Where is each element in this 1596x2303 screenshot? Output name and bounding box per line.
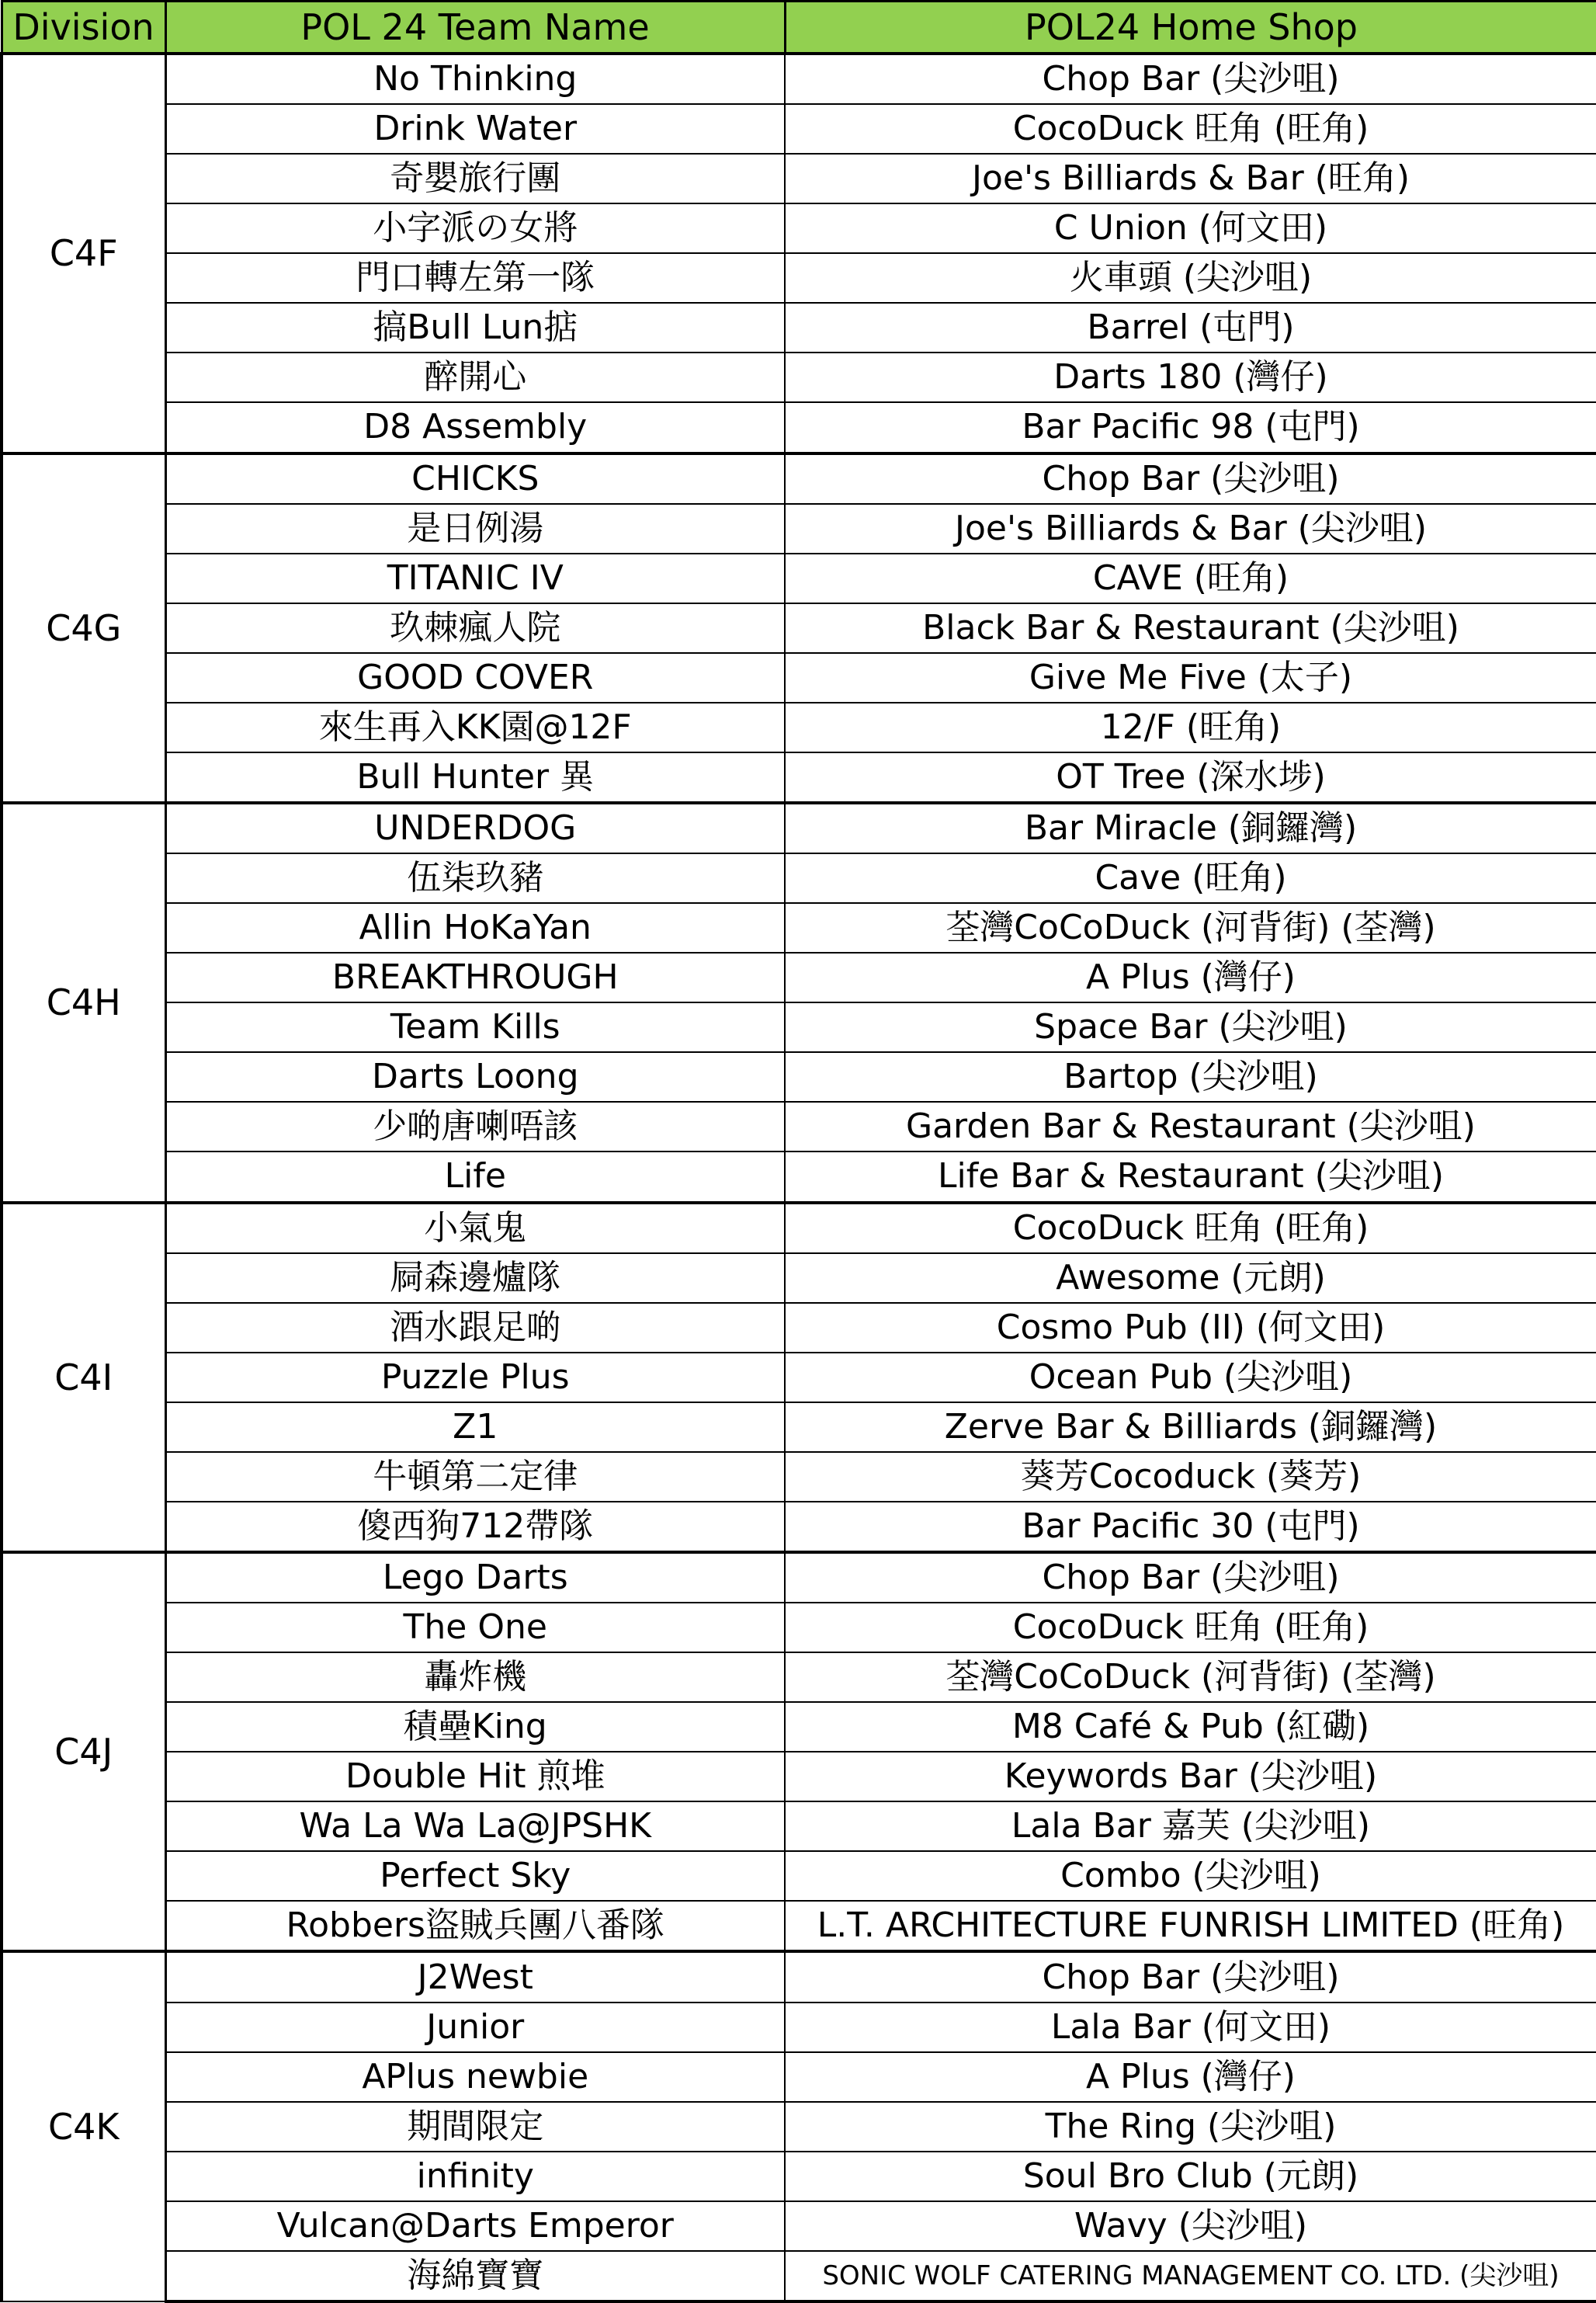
team-name-cell: 奇嬰旅行團 [165, 154, 785, 203]
table-row [2, 1702, 1596, 1752]
table-row [2, 603, 1596, 653]
home-shop-cell: Joe's Billiards & Bar (尖沙咀) [785, 504, 1596, 554]
home-shop-cell: 荃灣CoCoDuck (河背街) (荃灣) [785, 903, 1596, 953]
table-row [2, 953, 1596, 1002]
table-row [2, 1303, 1596, 1353]
team-name-cell: Bull Hunter 異 [165, 752, 785, 803]
home-shop-cell: Barrel (屯門) [785, 303, 1596, 353]
home-shop-cell: Wavy (尖沙咀) [785, 2201, 1596, 2251]
division-label: C4F [2, 54, 165, 453]
table-row [2, 353, 1596, 402]
team-name-cell: 搞Bull Lun掂 [165, 303, 785, 353]
team-name-header: POL 24 Team Name [165, 2, 785, 54]
division-group-c4f [2, 54, 1596, 453]
table-row [2, 154, 1596, 203]
home-shop-cell: Chop Bar (尖沙咀) [785, 1951, 1596, 2002]
home-shop-cell: C Union (何文田) [785, 203, 1596, 253]
home-shop-cell: Chop Bar (尖沙咀) [785, 54, 1596, 104]
home-shop-cell: Joe's Billiards & Bar (旺角) [785, 154, 1596, 203]
team-name-cell: D8 Assembly [165, 402, 785, 453]
team-name-cell: 少啲唐喇唔該 [165, 1102, 785, 1152]
table-row [2, 1052, 1596, 1102]
team-name-cell: BREAKTHROUGH [165, 953, 785, 1002]
table-row [2, 703, 1596, 752]
home-shop-cell: The Ring (尖沙咀) [785, 2102, 1596, 2152]
table-row [2, 2251, 1596, 2301]
table-row [2, 554, 1596, 603]
team-name-cell: Robbers盜賊兵團八番隊 [165, 1901, 785, 1951]
home-shop-header: POL24 Home Shop [785, 2, 1596, 54]
home-shop-cell: Bar Miracle (銅鑼灣) [785, 803, 1596, 853]
table-row [2, 1502, 1596, 1552]
table-row [2, 1102, 1596, 1152]
home-shop-cell: A Plus (灣仔) [785, 2052, 1596, 2102]
table-row [2, 2052, 1596, 2102]
table-row [2, 1152, 1596, 1202]
table-row [2, 1851, 1596, 1901]
team-name-cell: infinity [165, 2152, 785, 2201]
home-shop-cell: Bartop (尖沙咀) [785, 1052, 1596, 1102]
table-row [2, 653, 1596, 703]
home-shop-cell: 火車頭 (尖沙咀) [785, 253, 1596, 303]
home-shop-cell: Cave (旺角) [785, 853, 1596, 903]
table-row [2, 1951, 1596, 2002]
home-shop-cell: CAVE (旺角) [785, 554, 1596, 603]
table-header [2, 2, 1596, 54]
home-shop-cell: CocoDuck 旺角 (旺角) [785, 1203, 1596, 1253]
team-name-cell: Life [165, 1152, 785, 1202]
home-shop-cell: Black Bar & Restaurant (尖沙咀) [785, 603, 1596, 653]
table-row [2, 752, 1596, 803]
home-shop-cell: 荃灣CoCoDuck (河背街) (荃灣) [785, 1652, 1596, 1702]
division-label: C4K [2, 1951, 165, 2301]
team-name-cell: 小氣鬼 [165, 1203, 785, 1253]
team-name-cell: 傻西狗712帶隊 [165, 1502, 785, 1552]
home-shop-cell: Ocean Pub (尖沙咀) [785, 1353, 1596, 1402]
team-name-cell: 酒水跟足啲 [165, 1303, 785, 1353]
home-shop-cell: A Plus (灣仔) [785, 953, 1596, 1002]
home-shop-cell: Bar Pacific 30 (屯門) [785, 1502, 1596, 1552]
table-row [2, 453, 1596, 504]
team-name-cell: 小字派の女將 [165, 203, 785, 253]
home-shop-cell: 葵芳Cocoduck (葵芳) [785, 1452, 1596, 1502]
team-name-cell: Drink Water [165, 104, 785, 154]
home-shop-cell: Lala Bar (何文田) [785, 2003, 1596, 2052]
home-shop-cell: Awesome (元朗) [785, 1253, 1596, 1303]
table-row [2, 1253, 1596, 1303]
team-name-cell: 積壘King [165, 1702, 785, 1752]
team-name-cell: Perfect Sky [165, 1851, 785, 1901]
table-row [2, 2201, 1596, 2251]
home-shop-cell: Soul Bro Club (元朗) [785, 2152, 1596, 2201]
team-name-cell: 門口轉左第一隊 [165, 253, 785, 303]
table-row [2, 1402, 1596, 1452]
team-name-cell: Darts Loong [165, 1052, 785, 1102]
home-shop-cell: Lala Bar 嘉芙 (尖沙咀) [785, 1801, 1596, 1851]
home-shop-cell: Give Me Five (太子) [785, 653, 1596, 703]
table-row [2, 1552, 1596, 1603]
team-name-cell: No Thinking [165, 54, 785, 104]
table-row [2, 1353, 1596, 1402]
home-shop-cell: Combo (尖沙咀) [785, 1851, 1596, 1901]
division-group-c4j [2, 1552, 1596, 1952]
team-name-cell: 伍柒玖豬 [165, 853, 785, 903]
team-name-cell: Z1 [165, 1402, 785, 1452]
team-name-cell: APlus newbie [165, 2052, 785, 2102]
team-name-cell: Lego Darts [165, 1552, 785, 1603]
table-row [2, 853, 1596, 903]
team-name-cell: Team Kills [165, 1002, 785, 1052]
table-row [2, 1801, 1596, 1851]
table-row [2, 54, 1596, 104]
division-group-c4h [2, 803, 1596, 1203]
division-group-c4g [2, 453, 1596, 803]
home-shop-cell: Cosmo Pub (II) (何文田) [785, 1303, 1596, 1353]
team-name-cell: 期間限定 [165, 2102, 785, 2152]
home-shop-cell: Life Bar & Restaurant (尖沙咀) [785, 1152, 1596, 1202]
header-row [2, 2, 1596, 54]
team-name-cell: CHICKS [165, 453, 785, 504]
table-row [2, 803, 1596, 853]
home-shop-cell: Darts 180 (灣仔) [785, 353, 1596, 402]
division-group-c4k [2, 1951, 1596, 2301]
table-row [2, 303, 1596, 353]
home-shop-cell: CocoDuck 旺角 (旺角) [785, 104, 1596, 154]
table-row [2, 253, 1596, 303]
home-shop-cell: Garden Bar & Restaurant (尖沙咀) [785, 1102, 1596, 1152]
division-label: C4J [2, 1552, 165, 1952]
home-shop-cell: Bar Pacific 98 (屯門) [785, 402, 1596, 453]
table-row [2, 1603, 1596, 1652]
team-name-cell: The One [165, 1603, 785, 1652]
home-shop-cell: Chop Bar (尖沙咀) [785, 453, 1596, 504]
home-shop-cell: 12/F (旺角) [785, 703, 1596, 752]
table-row [2, 1652, 1596, 1702]
team-name-cell: 醉開心 [165, 353, 785, 402]
team-name-cell: Vulcan@Darts Emperor [165, 2201, 785, 2251]
home-shop-cell: L.T. ARCHITECTURE FUNRISH LIMITED (旺角) [785, 1901, 1596, 1951]
team-name-cell: 屙森邊爐隊 [165, 1253, 785, 1303]
home-shop-cell: CocoDuck 旺角 (旺角) [785, 1603, 1596, 1652]
home-shop-cell: SONIC WOLF CATERING MANAGEMENT CO. LTD. (尖沙咀) [785, 2251, 1596, 2301]
team-name-cell: 玖棘瘋人院 [165, 603, 785, 653]
table-row [2, 104, 1596, 154]
team-name-cell: UNDERDOG [165, 803, 785, 853]
team-name-cell: 來生再入KK園@12F [165, 703, 785, 752]
table-row [2, 402, 1596, 453]
table-row [2, 2152, 1596, 2201]
division-header: Division [2, 2, 165, 54]
table-row [2, 1203, 1596, 1253]
home-shop-cell: Space Bar (尖沙咀) [785, 1002, 1596, 1052]
home-shop-cell: OT Tree (深水埗) [785, 752, 1596, 803]
team-name-cell: 海綿寶寶 [165, 2251, 785, 2301]
table-row [2, 1901, 1596, 1951]
table-row [2, 504, 1596, 554]
team-name-cell: TITANIC IV [165, 554, 785, 603]
table-row [2, 2102, 1596, 2152]
team-name-cell: Puzzle Plus [165, 1353, 785, 1402]
team-name-cell: Junior [165, 2003, 785, 2052]
table-row [2, 1002, 1596, 1052]
table-row [2, 203, 1596, 253]
home-shop-cell: Zerve Bar & Billiards (銅鑼灣) [785, 1402, 1596, 1452]
table-row [2, 1752, 1596, 1801]
division-label: C4G [2, 453, 165, 803]
team-name-cell: 牛頓第二定律 [165, 1452, 785, 1502]
team-name-cell: 轟炸機 [165, 1652, 785, 1702]
team-name-cell: J2West [165, 1951, 785, 2002]
table-row [2, 903, 1596, 953]
home-shop-cell: Keywords Bar (尖沙咀) [785, 1752, 1596, 1801]
division-label: C4H [2, 803, 165, 1203]
home-shop-cell: M8 Café & Pub (紅磡) [785, 1702, 1596, 1752]
home-shop-cell: Chop Bar (尖沙咀) [785, 1552, 1596, 1603]
team-name-cell: Allin HoKaYan [165, 903, 785, 953]
division-label: C4I [2, 1203, 165, 1552]
team-name-cell: GOOD COVER [165, 653, 785, 703]
team-name-cell: Double Hit 煎堆 [165, 1752, 785, 1801]
division-group-c4i [2, 1203, 1596, 1552]
team-name-cell: 是日例湯 [165, 504, 785, 554]
table-row [2, 2003, 1596, 2052]
table-row [2, 1452, 1596, 1502]
team-name-cell: Wa La Wa La@JPSHK [165, 1801, 785, 1851]
